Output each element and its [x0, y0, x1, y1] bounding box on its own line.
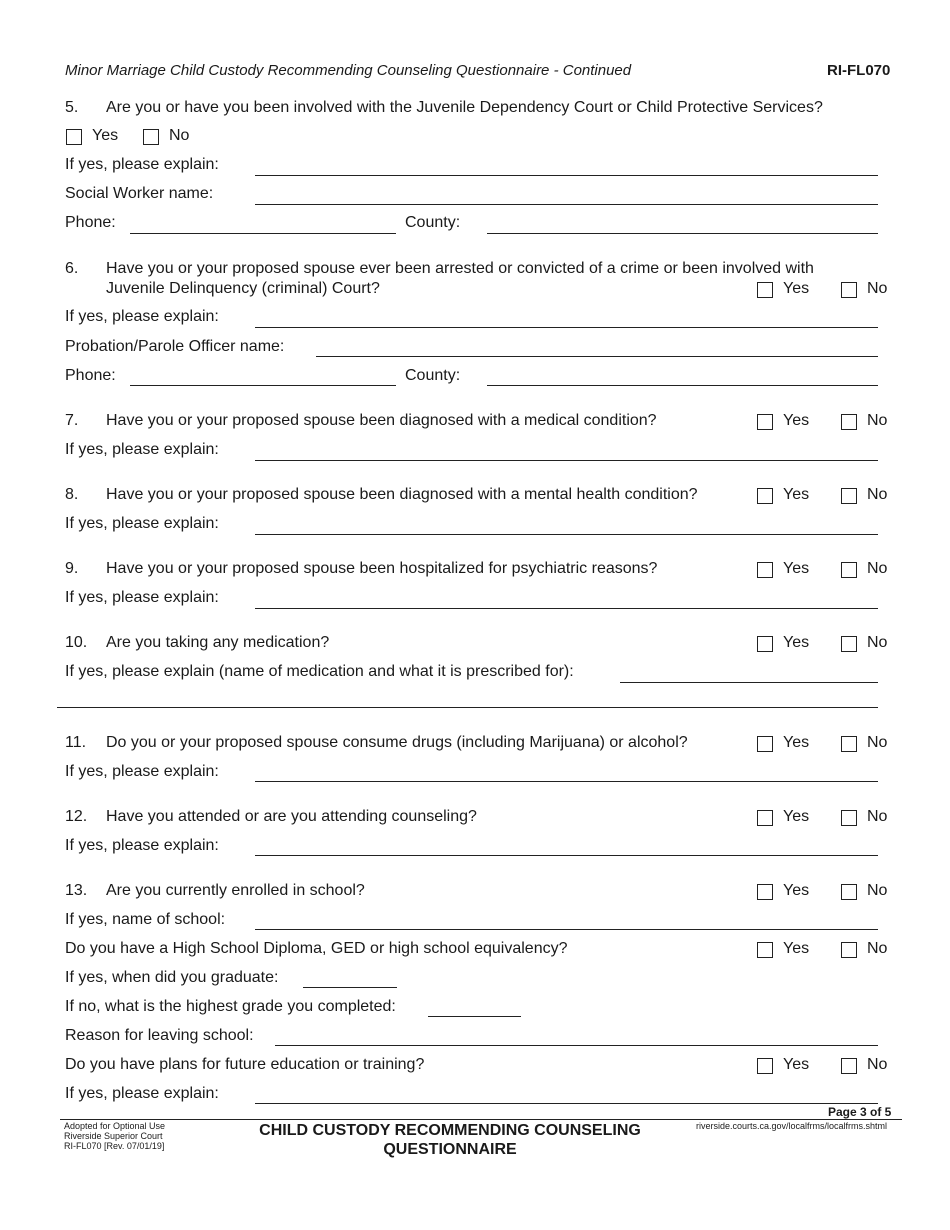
q10-explain-field[interactable] — [620, 682, 878, 683]
q12-number: 12. — [65, 808, 88, 825]
q12-no-checkbox[interactable] — [841, 810, 857, 826]
q6-county-field[interactable] — [487, 385, 878, 386]
footer-adopted-line1: Adopted for Optional Use — [64, 1121, 166, 1131]
footer-adopted-line2: Riverside Superior Court — [64, 1131, 163, 1141]
q5-yes-label: Yes — [92, 127, 119, 144]
q10-number: 10. — [65, 634, 88, 651]
q6-no-label: No — [867, 280, 888, 297]
q5-phone-label: Phone: — [65, 214, 116, 231]
q10-yes-label: Yes — [783, 634, 810, 651]
graduate-label: If yes, when did you graduate: — [65, 969, 279, 986]
q6-officer-label: Probation/Parole Officer name: — [65, 338, 285, 355]
q8-no-checkbox[interactable] — [841, 488, 857, 504]
q10-explain-field-continued[interactable] — [57, 707, 878, 708]
q9-no-checkbox[interactable] — [841, 562, 857, 578]
q12-yes-label: Yes — [783, 808, 810, 825]
q9-text: Have you or your proposed spouse been hospitalized for psychiatric reasons? — [106, 560, 658, 577]
q9-no-label: No — [867, 560, 888, 577]
q5-social-worker-label: Social Worker name: — [65, 185, 214, 202]
q5-explain-label: If yes, please explain: — [65, 156, 219, 173]
q5-text: Are you or have you been involved with the Juvenile Dependency Court or Child Protective Services? — [106, 99, 823, 116]
q12-yes-checkbox[interactable] — [757, 810, 773, 826]
page-number: Page 3 of 5 — [828, 1105, 892, 1119]
q8-number: 8. — [65, 486, 79, 503]
future-no-checkbox[interactable] — [841, 1058, 857, 1074]
q8-text: Have you or your proposed spouse been diagnosed with a mental health condition? — [106, 486, 698, 503]
graduate-field[interactable] — [303, 987, 397, 988]
q6-no-checkbox[interactable] — [841, 282, 857, 298]
future-yes-checkbox[interactable] — [757, 1058, 773, 1074]
q9-explain-label: If yes, please explain: — [65, 589, 219, 606]
q11-explain-field[interactable] — [255, 781, 878, 782]
q8-no-label: No — [867, 486, 888, 503]
q9-number: 9. — [65, 560, 79, 577]
footer-divider — [60, 1119, 902, 1120]
future-explain-field[interactable] — [255, 1103, 878, 1104]
q11-no-label: No — [867, 734, 888, 751]
q10-explain-label: If yes, please explain (name of medication and what it is prescribed for): — [65, 663, 574, 680]
q6-county-label: County: — [405, 367, 461, 384]
q9-explain-field[interactable] — [255, 608, 878, 609]
q6-yes-checkbox[interactable] — [757, 282, 773, 298]
q5-no-checkbox[interactable] — [143, 129, 159, 145]
q8-yes-checkbox[interactable] — [757, 488, 773, 504]
q6-yes-label: Yes — [783, 280, 810, 297]
q11-text: Do you or your proposed spouse consume drugs (including Marijuana) or alcohol? — [106, 734, 688, 751]
diploma-yes-label: Yes — [783, 940, 810, 957]
diploma-no-label: No — [867, 940, 888, 957]
q7-no-checkbox[interactable] — [841, 414, 857, 430]
q5-number: 5. — [65, 99, 79, 116]
q6-phone-label: Phone: — [65, 367, 116, 384]
q6-text-line1: Have you or your proposed spouse ever been arrested or convicted of a crime or been involved with — [106, 260, 814, 277]
q6-officer-field[interactable] — [316, 356, 878, 357]
q11-yes-checkbox[interactable] — [757, 736, 773, 752]
diploma-no-checkbox[interactable] — [841, 942, 857, 958]
q12-explain-label: If yes, please explain: — [65, 837, 219, 854]
footer-title — [220, 1121, 680, 1159]
q12-no-label: No — [867, 808, 888, 825]
reason-leaving-label: Reason for leaving school: — [65, 1027, 254, 1044]
q10-no-checkbox[interactable] — [841, 636, 857, 652]
q5-yes-checkbox[interactable] — [66, 129, 82, 145]
q13-school-name-field[interactable] — [255, 929, 878, 930]
form-code: RI-FL070 — [827, 62, 891, 79]
q5-explain-field[interactable] — [255, 175, 878, 176]
footer-adopted-line3: RI-FL070 [Rev. 07/01/19] — [64, 1141, 165, 1151]
q7-no-label: No — [867, 412, 888, 429]
q13-no-checkbox[interactable] — [841, 884, 857, 900]
reason-leaving-field[interactable] — [275, 1045, 878, 1046]
future-education-question: Do you have plans for future education or training? — [65, 1056, 425, 1073]
q5-county-label: County: — [405, 214, 461, 231]
q13-no-label: No — [867, 882, 888, 899]
q9-yes-label: Yes — [783, 560, 810, 577]
q11-yes-label: Yes — [783, 734, 810, 751]
q5-no-label: No — [169, 127, 190, 144]
q7-yes-checkbox[interactable] — [757, 414, 773, 430]
q6-explain-field[interactable] — [255, 327, 878, 328]
q13-school-name-label: If yes, name of school: — [65, 911, 226, 928]
q5-county-field[interactable] — [487, 233, 878, 234]
footer-title-line2: QUESTIONNAIRE — [383, 1141, 517, 1158]
highest-grade-label: If no, what is the highest grade you completed: — [65, 998, 396, 1015]
form-header-title: Minor Marriage Child Custody Recommending Counseling Questionnaire - Continued — [65, 62, 632, 79]
q13-yes-checkbox[interactable] — [757, 884, 773, 900]
footer-title-line1: CHILD CUSTODY RECOMMENDING COUNSELING — [259, 1122, 641, 1139]
diploma-yes-checkbox[interactable] — [757, 942, 773, 958]
footer-url[interactable]: riverside.courts.ca.gov/localfrms/localfrms.shtml — [696, 1121, 888, 1131]
q6-phone-field[interactable] — [130, 385, 396, 386]
q12-text: Have you attended or are you attending counseling? — [106, 808, 477, 825]
q7-explain-label: If yes, please explain: — [65, 441, 219, 458]
q9-yes-checkbox[interactable] — [757, 562, 773, 578]
q10-yes-checkbox[interactable] — [757, 636, 773, 652]
q13-yes-label: Yes — [783, 882, 810, 899]
q11-explain-label: If yes, please explain: — [65, 763, 219, 780]
q5-social-worker-field[interactable] — [255, 204, 878, 205]
future-explain-label: If yes, please explain: — [65, 1085, 219, 1102]
q13-number: 13. — [65, 882, 88, 899]
q10-text: Are you taking any medication? — [106, 634, 330, 651]
q6-number: 6. — [65, 260, 79, 277]
q8-explain-field[interactable] — [255, 534, 878, 535]
q5-phone-field[interactable] — [130, 233, 396, 234]
q13-text: Are you currently enrolled in school? — [106, 882, 365, 899]
q6-explain-label: If yes, please explain: — [65, 308, 219, 325]
q6-text-line2: Juvenile Delinquency (criminal) Court? — [106, 280, 380, 297]
q7-number: 7. — [65, 412, 79, 429]
highest-grade-field[interactable] — [428, 1016, 521, 1017]
q11-number: 11. — [65, 734, 87, 751]
q12-explain-field[interactable] — [255, 855, 878, 856]
q8-yes-label: Yes — [783, 486, 810, 503]
q7-explain-field[interactable] — [255, 460, 878, 461]
q7-yes-label: Yes — [783, 412, 810, 429]
q10-no-label: No — [867, 634, 888, 651]
q11-no-checkbox[interactable] — [841, 736, 857, 752]
future-no-label: No — [867, 1056, 888, 1073]
future-yes-label: Yes — [783, 1056, 810, 1073]
diploma-question: Do you have a High School Diploma, GED or high school equivalency? — [65, 940, 568, 957]
q8-explain-label: If yes, please explain: — [65, 515, 219, 532]
q7-text: Have you or your proposed spouse been diagnosed with a medical condition? — [106, 412, 657, 429]
